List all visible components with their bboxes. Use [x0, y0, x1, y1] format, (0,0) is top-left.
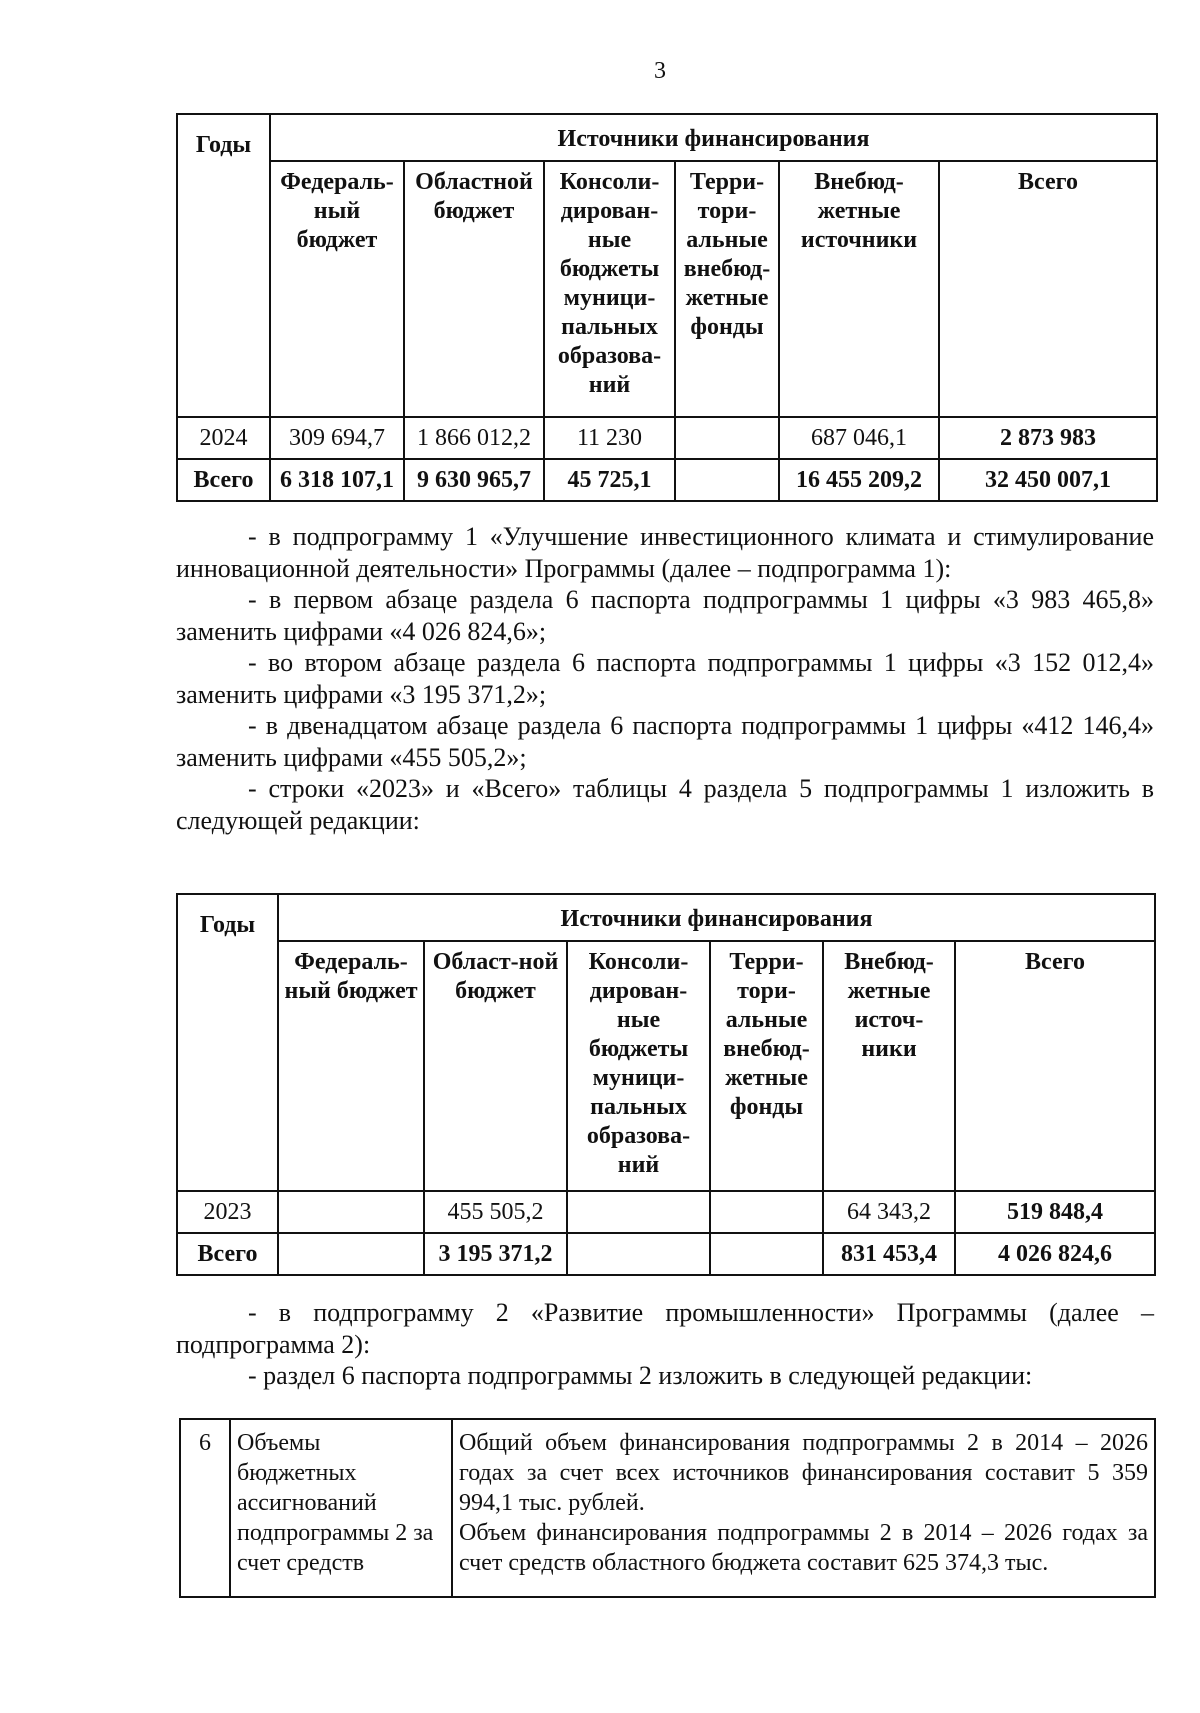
table-row [177, 1191, 1155, 1233]
paragraph: - в подпрограмму 2 «Развитие промышленности» Программы (далее – подпрограмма 2): [176, 1298, 1154, 1359]
section-content [452, 1419, 1155, 1597]
years-header: Годы [177, 114, 270, 417]
cell: 45 725,1 [544, 459, 675, 501]
cell [278, 1233, 424, 1275]
cell [675, 417, 779, 459]
cell: 3 195 371,2 [424, 1233, 567, 1275]
row-year: Всего [177, 1233, 278, 1275]
column-header: Област-ной бюджет [424, 941, 567, 1191]
cell: 64 343,2 [823, 1191, 955, 1233]
cell: 831 453,4 [823, 1233, 955, 1275]
table-row-total [177, 1233, 1155, 1275]
row-year: Всего [177, 459, 270, 501]
row-year: 2024 [177, 417, 270, 459]
row-year: 2023 [177, 1191, 278, 1233]
cell: 16 455 209,2 [779, 459, 939, 501]
paragraph: - в подпрограмму 1 «Улучшение инвестиционного климата и стимулирование инновационной деятельности» Программы (далее – подпрограмма 1): [176, 522, 1154, 583]
cell [278, 1191, 424, 1233]
cell [675, 459, 779, 501]
cell [710, 1191, 823, 1233]
column-header: Областной бюджет [404, 161, 544, 417]
cell [710, 1233, 823, 1275]
cell-total: 2 873 983 [939, 417, 1157, 459]
sources-header: Источники финансирования [278, 894, 1155, 941]
column-header: Терри-тори-альные внебюд-жетные фонды [675, 161, 779, 417]
section-number: 6 [180, 1419, 230, 1597]
paragraph: - раздел 6 паспорта подпрограммы 2 изложить в следующей редакции: [248, 1361, 1033, 1390]
cell: 455 505,2 [424, 1191, 567, 1233]
cell: 309 694,7 [270, 417, 404, 459]
column-header: Консоли-дирован-ные бюджеты муници-пальных образова-ний [567, 941, 710, 1191]
column-header: Всего [939, 161, 1157, 417]
cell: 11 230 [544, 417, 675, 459]
years-header: Годы [177, 894, 278, 1191]
paragraph: - строки «2023» и «Всего» таблицы 4 раздела 5 подпрограммы 1 изложить в следующей редакции: [176, 774, 1154, 835]
amendment-text-subprogram-2 [176, 1297, 1154, 1392]
table-row [177, 417, 1157, 459]
cell-total: 519 848,4 [955, 1191, 1155, 1233]
column-header: Консоли-дирован-ные бюджеты муници-пальных образова-ний [544, 161, 675, 417]
cell-total: 32 450 007,1 [939, 459, 1157, 501]
paragraph: - в двенадцатом абзаце раздела 6 паспорта подпрограммы 1 цифры «412 146,4» заменить цифрами «455 505,2»; [176, 711, 1154, 772]
column-header: Терри-тори-альные внебюд-жетные фонды [710, 941, 823, 1191]
financing-table-2023 [176, 893, 1156, 1276]
section-label: Объемы бюджетных ассигнований подпрограммы 2 за счет средств [230, 1419, 452, 1597]
cell [567, 1233, 710, 1275]
cell-total: 4 026 824,6 [955, 1233, 1155, 1275]
column-header: Внебюд-жетные источ-ники [823, 941, 955, 1191]
cell: 6 318 107,1 [270, 459, 404, 501]
column-header: Всего [955, 941, 1155, 1191]
cell: 1 866 012,2 [404, 417, 544, 459]
column-header: Внебюд-жетные источники [779, 161, 939, 417]
financing-table-2024 [176, 113, 1158, 502]
column-header: Федераль-ный бюджет [270, 161, 404, 417]
sources-header: Источники финансирования [270, 114, 1157, 161]
paragraph: - в первом абзаце раздела 6 паспорта подпрограммы 1 цифры «3 983 465,8» заменить цифрами «4 026 824,6»; [176, 585, 1154, 646]
table-row-total [177, 459, 1157, 501]
content-paragraph: Общий объем финансирования подпрограммы 2 в 2014 – 2026 годах за счет всех источников финансирования составит 5 359 994,1 тыс. рублей. [459, 1430, 1148, 1516]
cell: 687 046,1 [779, 417, 939, 459]
column-header: Федераль-ный бюджет [278, 941, 424, 1191]
amendment-text-subprogram-1 [176, 521, 1154, 836]
page-number: 3 [654, 58, 666, 84]
cell [567, 1191, 710, 1233]
cell: 9 630 965,7 [404, 459, 544, 501]
content-paragraph: Объем финансирования подпрограммы 2 в 2014 – 2026 годах за счет средств областного бюджета составит 625 374,3 тыс. [459, 1520, 1148, 1576]
paragraph: - во втором абзаце раздела 6 паспорта подпрограммы 1 цифры «3 152 012,4» заменить цифрами «3 195 371,2»; [176, 648, 1154, 709]
passport-section-6-table [179, 1418, 1156, 1598]
